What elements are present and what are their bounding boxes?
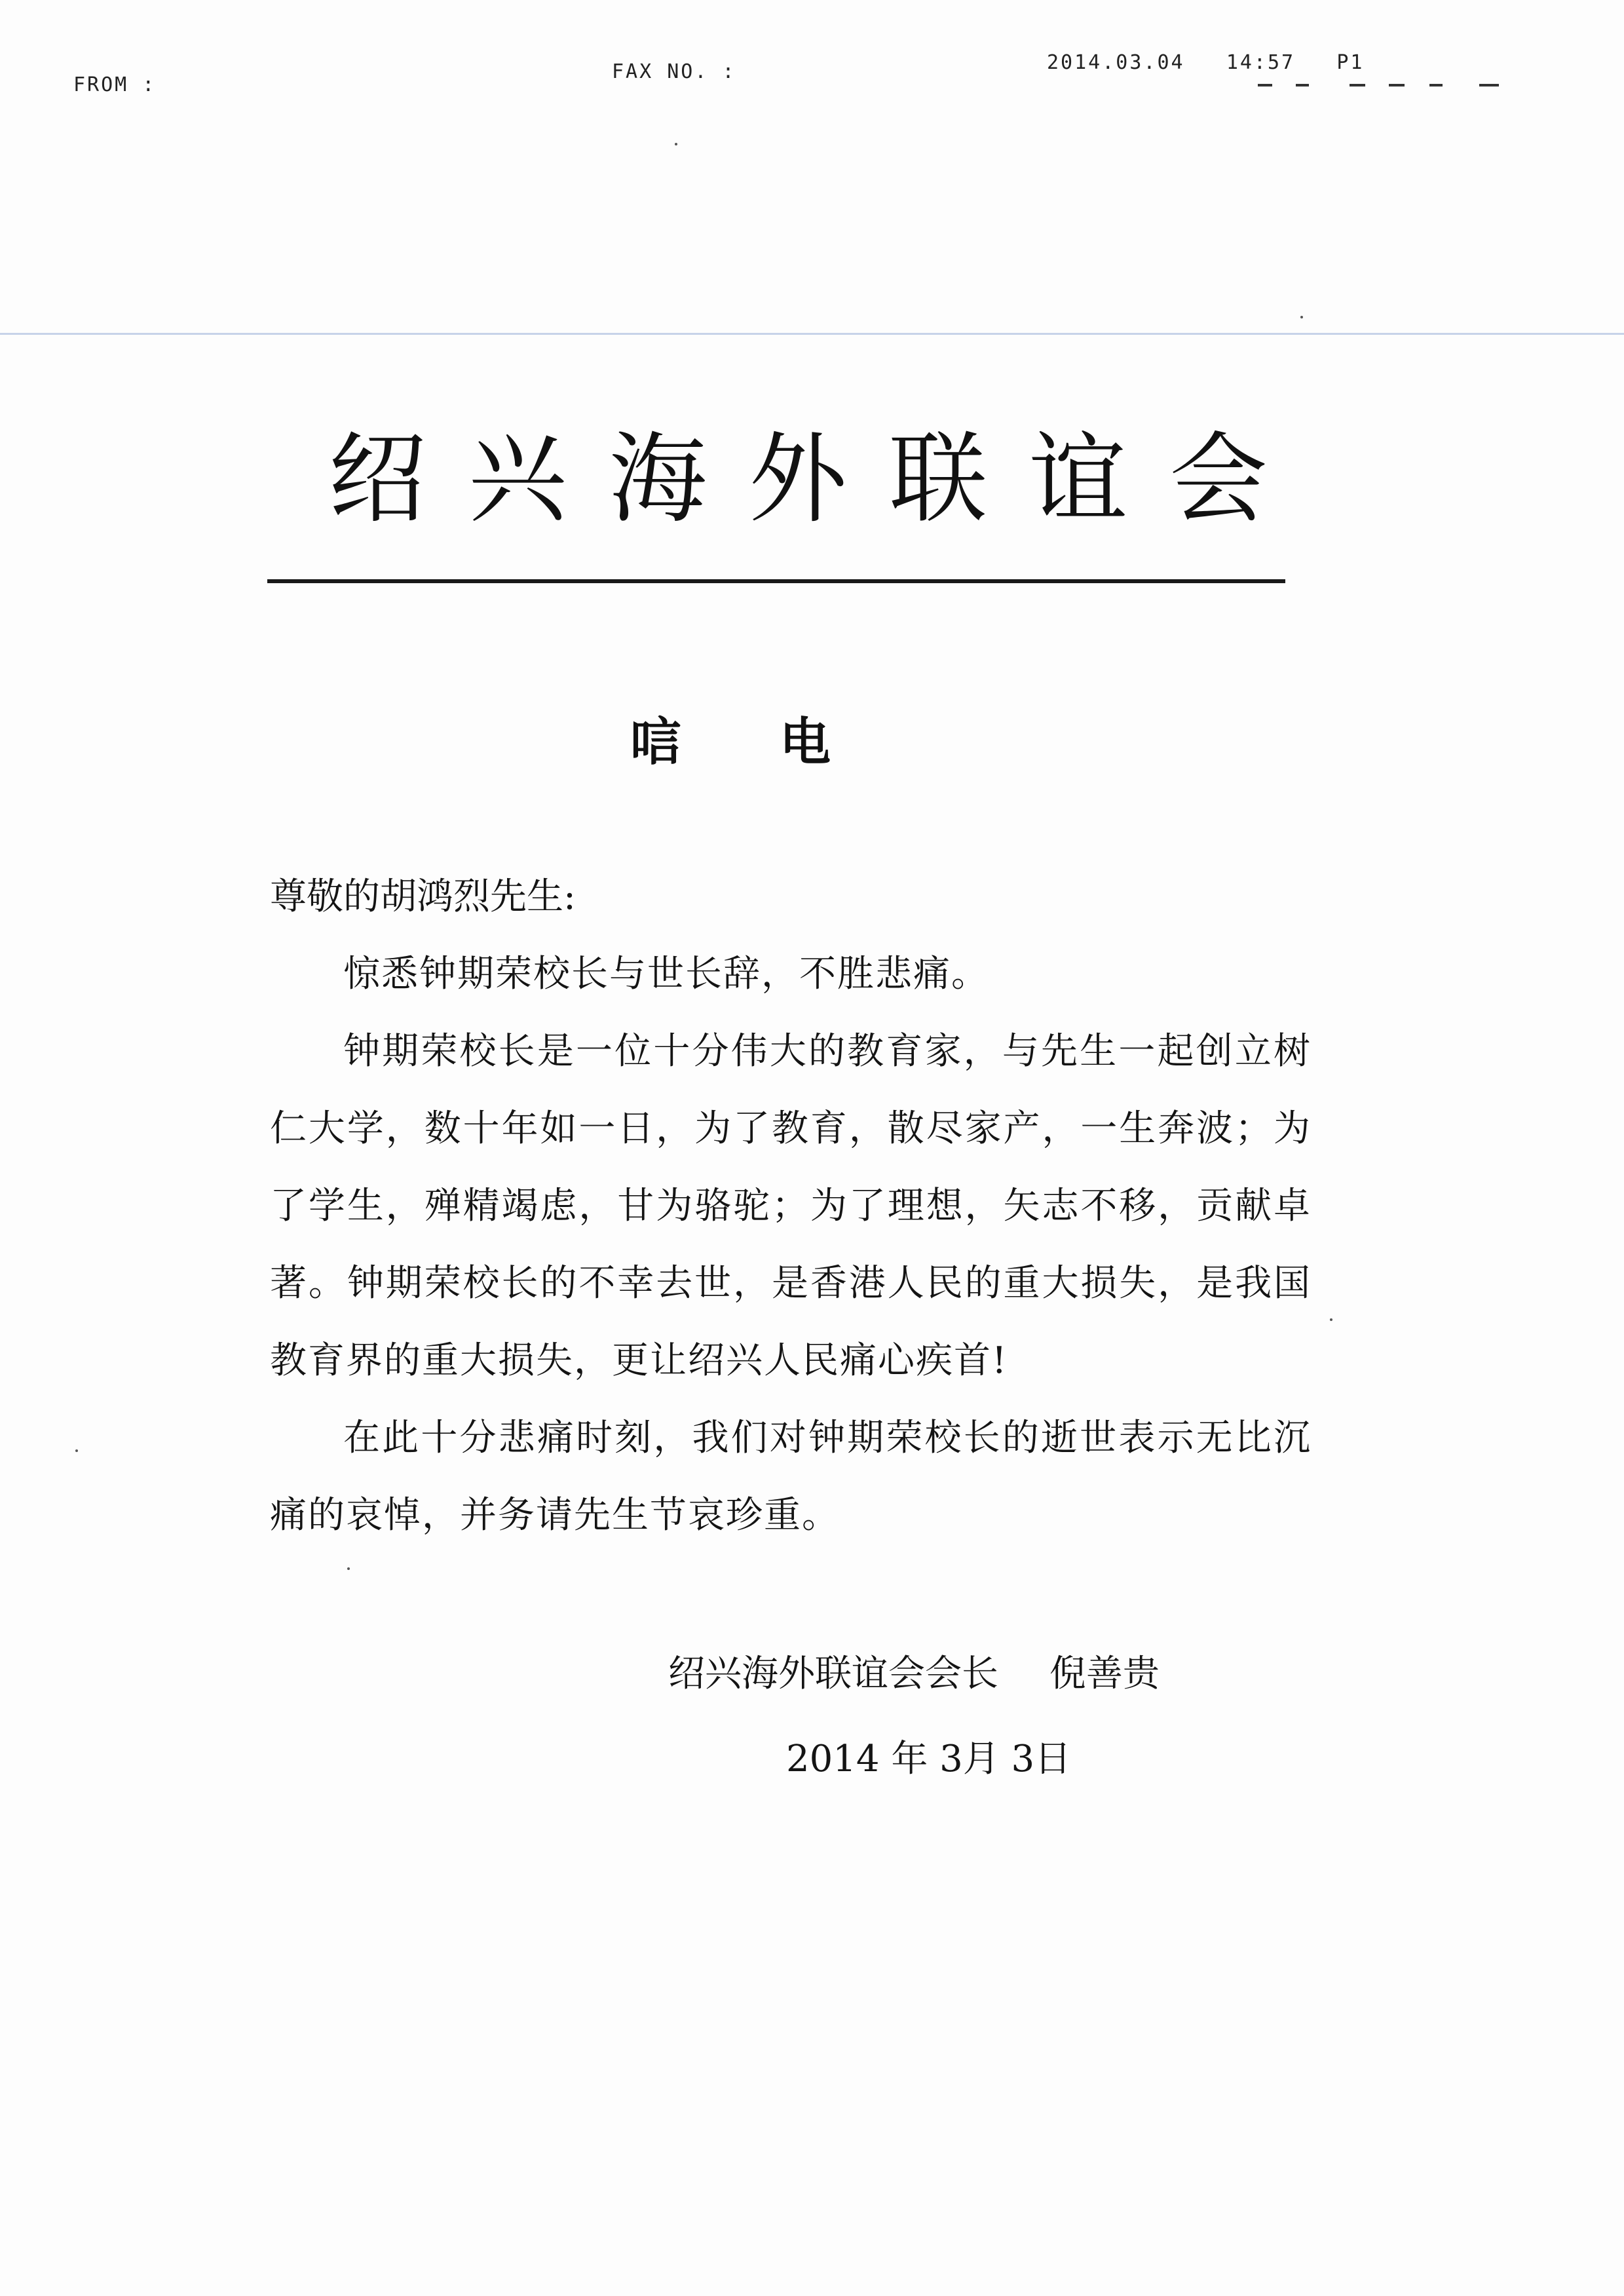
organization-letterhead: 绍兴海外联谊会 — [328, 423, 1310, 537]
scan-speck — [1300, 316, 1303, 318]
salutation: 尊敬的胡鸿烈先生: — [270, 875, 576, 918]
fax-date: 2014.03.04 — [1047, 51, 1185, 74]
paragraph: 惊悉钟期荣校长与世长辞，不胜悲痛。 — [343, 953, 989, 995]
signature-date: 2014 年 3月 3日 — [786, 1738, 1072, 1780]
scan-speck — [1330, 1318, 1332, 1321]
scan-speck — [675, 143, 677, 145]
letterhead-rule — [267, 579, 1285, 583]
paragraph: 钟期荣校长是一位十分伟大的教育家，与先生一起创立树仁大学，数十年如一日，为了教育，散尽家产，一生奔波；为了学生，殚精竭虑，甘为骆驼；为了理想，矢志不移，贡献卓著。钟期荣校长的不幸去世，是香港人民的重大损失，是我国教育界的重大损失，更让绍兴人民痛心疾首! — [270, 1030, 1312, 1382]
signature-line — [668, 1645, 1160, 1697]
fax-header-divider — [0, 333, 1624, 335]
scan-speck — [347, 1567, 350, 1570]
fax-number-label: FAX NO. : — [612, 60, 736, 83]
fax-page-number: P1 — [1336, 51, 1365, 74]
fax-header-dashes — [1258, 84, 1513, 88]
fax-from-label: FROM : — [73, 73, 157, 96]
paragraph: 在此十分悲痛时刻，我们对钟期荣校长的逝世表示无比沉痛的哀悼，并务请先生节哀珍重。 — [270, 1417, 1312, 1537]
letter-body — [270, 858, 1312, 1554]
scan-speck — [75, 1449, 78, 1452]
fax-timestamp — [1047, 51, 1364, 74]
signer-name: 倪善贵 — [1049, 1653, 1160, 1695]
document-title: 唁电 — [630, 713, 929, 772]
signer-title: 绍兴海外联谊会会长 — [668, 1653, 998, 1695]
fax-time: 14:57 — [1226, 51, 1296, 74]
